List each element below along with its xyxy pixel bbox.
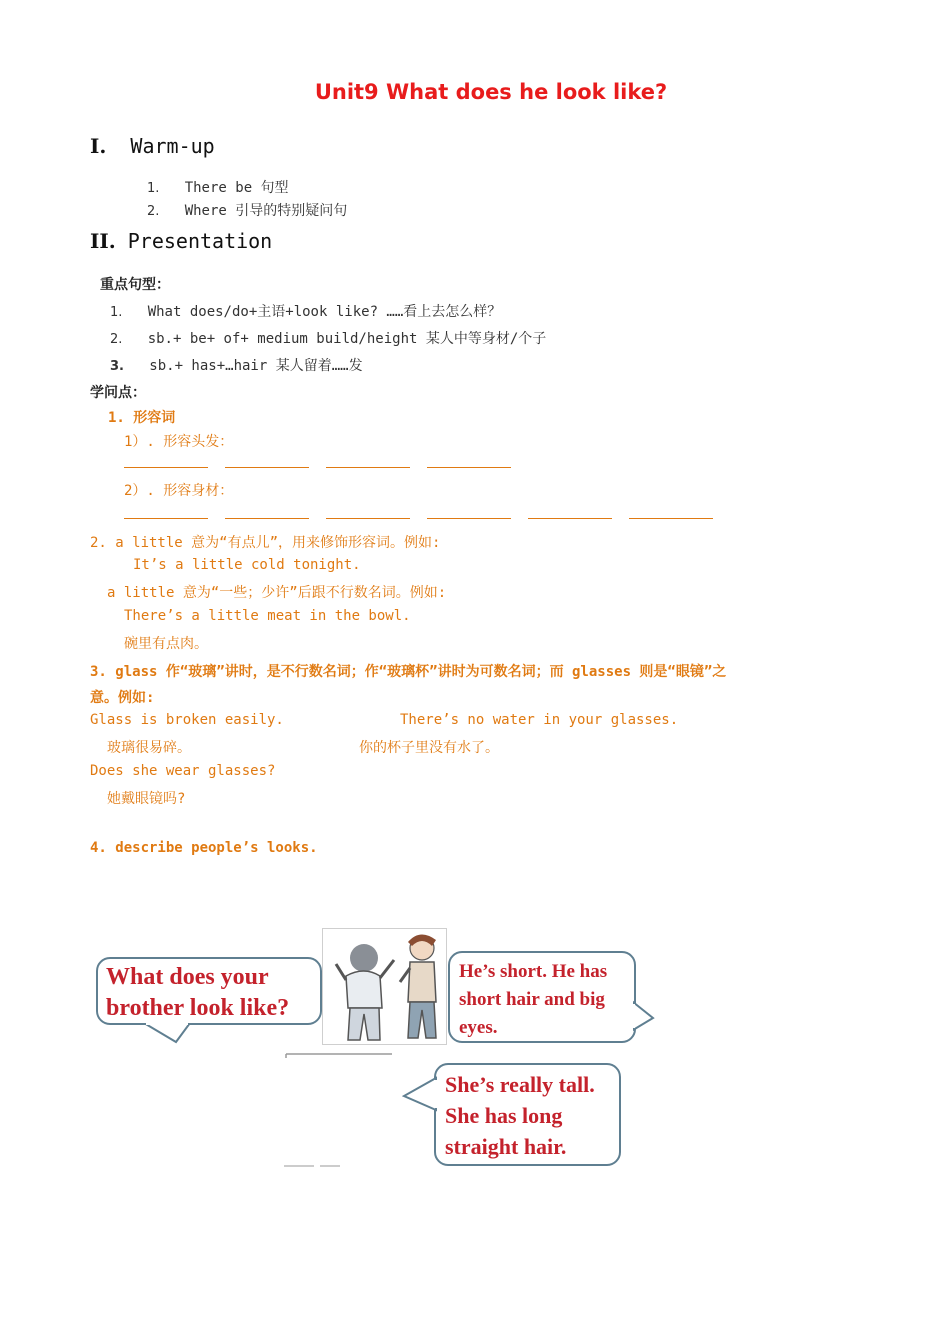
section-title: Presentation (127, 229, 273, 253)
example-translation: 玻璃很易碎。 (107, 740, 191, 756)
section-number: II. (90, 229, 116, 253)
subpoint-hair: 1）. 形容头发： (124, 434, 234, 450)
answer-blank[interactable] (225, 518, 309, 519)
example-sentence: There’s a little meat in the bowl. (124, 608, 411, 624)
key-sentence: 2. sb.+ be+ of+ medium build/height 某人中等身材/个子 (110, 331, 547, 347)
example-sentence: Glass is broken easily. (90, 712, 284, 728)
bubble-tail-icon (402, 1076, 438, 1112)
point-explanation: a little 意为“一些；少许”后跟不行数名词。例如: (107, 585, 447, 601)
bubble-tail-icon (140, 1023, 200, 1045)
example-sentence: Does she wear glasses? (90, 763, 276, 779)
answer-blank[interactable] (629, 518, 713, 519)
key-sentence: 1. What does/do+主语+look like? ……看上去怎么样？ (110, 304, 502, 320)
point-heading-glass: 3. glass 作“玻璃”讲时，是不行数名词；作“玻璃杯”讲时为可数名词；而 glasses 则是“眼镜”之 (90, 664, 727, 680)
example-translation: 碗里有点肉。 (124, 636, 208, 652)
answer-blank[interactable] (528, 518, 612, 519)
example-sentence: There’s no water in your glasses. (400, 712, 679, 728)
answer-blank[interactable] (124, 467, 208, 468)
section-heading-warmup (90, 134, 215, 158)
example-translation: 你的杯子里没有水了。 (359, 740, 499, 756)
key-sentence: 3. sb.+ has+…hair 某人留着……发 (110, 358, 363, 374)
example-sentence: It’s a little cold tonight. (133, 557, 361, 573)
knowledge-points-label: 学问点： (90, 385, 146, 401)
answer-blank[interactable] (427, 518, 511, 519)
section-title: Warm-up (130, 134, 215, 158)
point-heading-adjectives: 1. 形容词 (108, 410, 176, 426)
answer-blank[interactable] (427, 467, 511, 468)
list-item: 1. There be 句型 (147, 180, 289, 196)
answer-blank[interactable] (124, 518, 208, 519)
girl-cartoon-image (284, 1052, 394, 1170)
answer-blank[interactable] (326, 518, 410, 519)
bubble-tail-icon (633, 998, 655, 1034)
speech-bubble-question: What does your brother look like? (96, 957, 322, 1025)
page-title: Unit9 What does he look like? (314, 80, 668, 104)
point-heading-a-little: 2. a little 意为“有点儿”，用来修饰形容词。例如: (90, 535, 441, 551)
key-sentences-label: 重点句型： (100, 277, 170, 293)
example-translation: 她戴眼镜吗? (107, 791, 186, 807)
section-heading-presentation (90, 229, 272, 253)
list-item: 2. Where 引导的特别疑问句 (147, 203, 348, 219)
point-heading-describe: 4. describe people’s looks. (90, 840, 318, 856)
speech-bubble-answer-short: He’s short. He has short hair and big eyes. (448, 951, 636, 1043)
answer-blank[interactable] (225, 467, 309, 468)
section-number: I. (90, 134, 107, 158)
speech-bubble-answer-tall: She’s really tall. She has long straight hair. (434, 1063, 621, 1166)
answer-blank[interactable] (326, 467, 410, 468)
boys-cartoon-image (322, 928, 447, 1045)
point-heading-glass-cont: 意。例如: (90, 690, 155, 706)
subpoint-build: 2）. 形容身材： (124, 483, 234, 499)
